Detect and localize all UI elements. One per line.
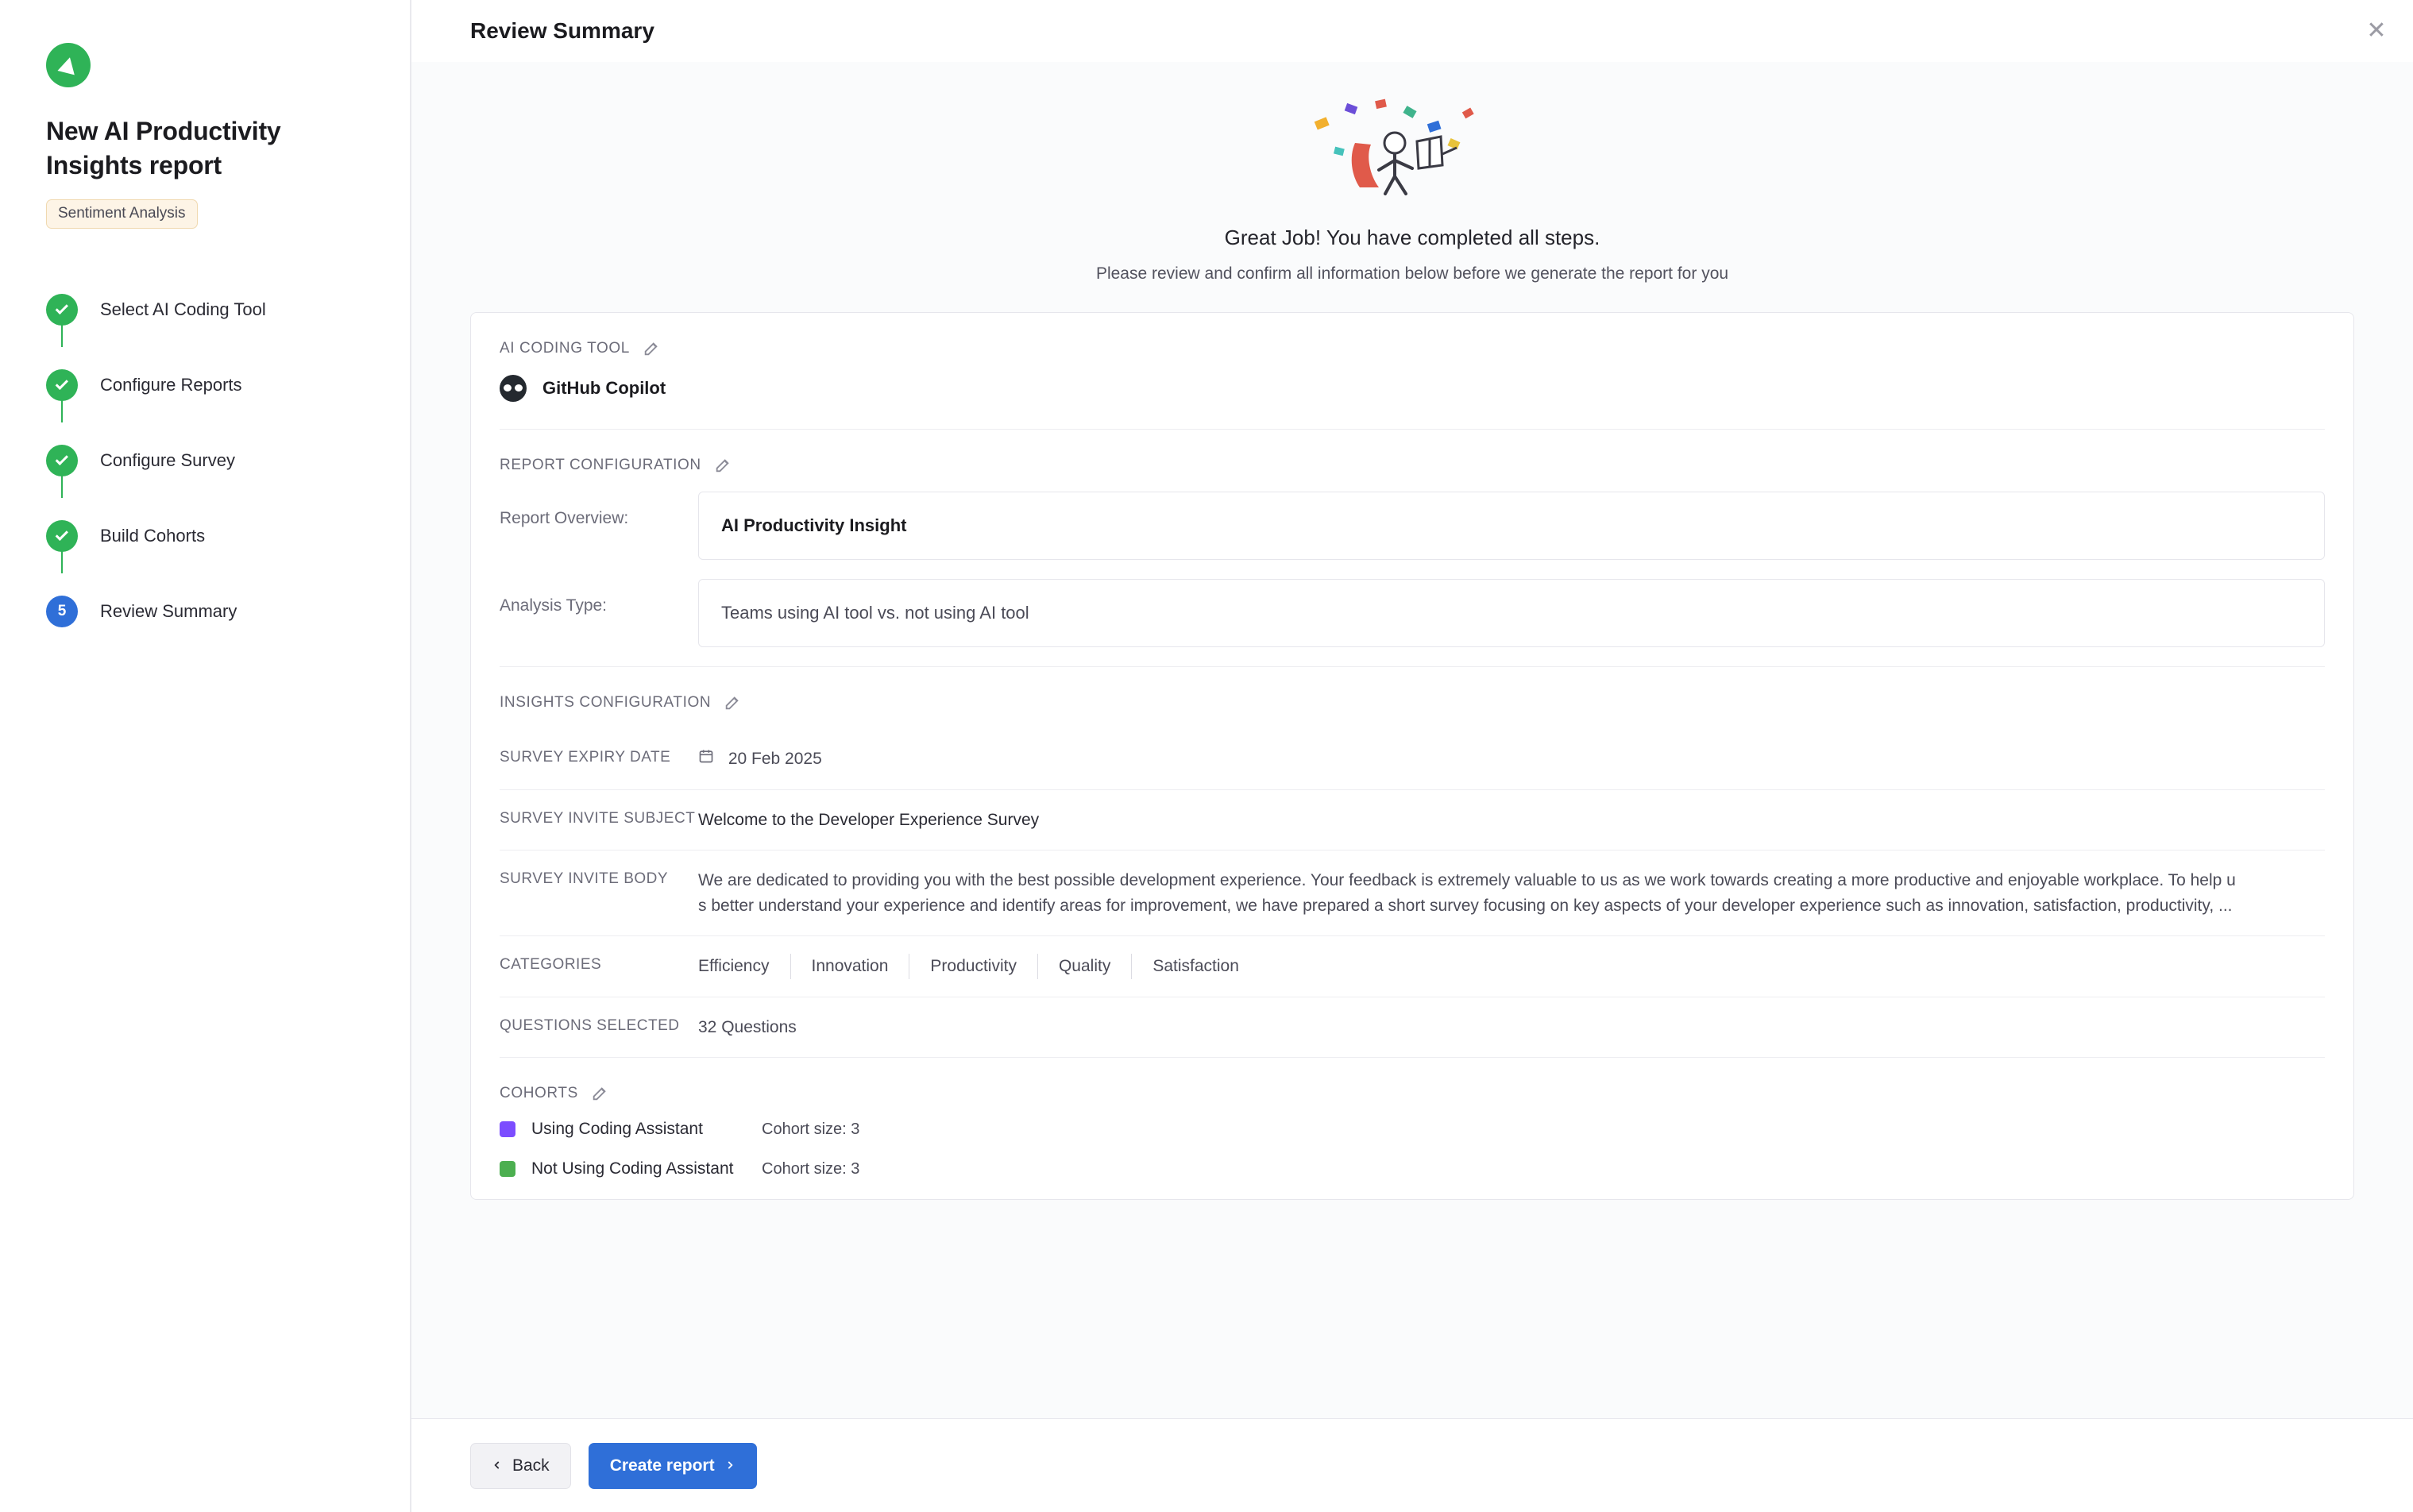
step-number-badge: 5 (46, 596, 78, 627)
pencil-icon[interactable] (591, 1085, 608, 1102)
list-item (500, 1159, 2325, 1178)
hero-section (470, 62, 2354, 284)
main-content (411, 0, 2413, 1512)
analysis-type-row (500, 579, 2325, 647)
category-item: Quality (1038, 954, 1132, 979)
stepper (46, 272, 364, 649)
section-title: COHORTS (500, 1085, 578, 1101)
close-icon[interactable]: ✕ (2366, 17, 2387, 44)
back-button-label: Back (512, 1456, 550, 1475)
category-item: Efficiency (698, 954, 791, 979)
questions-selected-row (500, 997, 2325, 1059)
survey-invite-body-label: SURVEY INVITE BODY (500, 870, 669, 887)
survey-expiry-date-text: 20 Feb 2025 (728, 750, 822, 768)
survey-invite-body-line-2: s better understand your experience and identify areas for improvement, we have prepared a short survey focusing on key aspects of your developer experience such as innovation, satisfaction, productivity, ... (698, 896, 2233, 915)
survey-expiry-date-value (698, 746, 2325, 772)
sidebar-item-review-summary[interactable] (46, 573, 364, 649)
pencil-icon[interactable] (724, 694, 741, 712)
report-overview-value: AI Productivity Insight (698, 492, 2325, 560)
questions-selected-value: 32 Questions (698, 1017, 797, 1036)
back-button[interactable] (470, 1443, 571, 1489)
questions-selected-label: QUESTIONS SELECTED (500, 1016, 680, 1034)
calendar-icon (698, 750, 719, 768)
step-status-icon (46, 445, 78, 476)
survey-invite-subject-value: Welcome to the Developer Experience Survey (698, 810, 1040, 829)
report-title: New AI Productivity Insights report (46, 117, 281, 179)
step-status-icon (46, 294, 78, 326)
survey-expiry-date-row (500, 729, 2325, 790)
analysis-type-value: Teams using AI tool vs. not using AI tool (698, 579, 2325, 647)
status-badge: Sentiment Analysis (46, 199, 198, 229)
github-copilot-icon (500, 375, 527, 402)
ai-coding-tool-row (500, 375, 2325, 430)
list-item (500, 1120, 2325, 1139)
step-label: Select AI Coding Tool (100, 299, 266, 319)
hero-title: Great Job! You have completed all steps. (1224, 226, 1600, 249)
report-overview-row (500, 492, 2325, 560)
step-status-icon (46, 369, 78, 401)
ai-coding-tool-name: GitHub Copilot (542, 378, 666, 398)
footer-actions (411, 1418, 2413, 1512)
sidebar-item-configure-survey[interactable] (46, 422, 364, 498)
celebration-illustration (1293, 98, 1531, 203)
section-insights-configuration-header (500, 667, 2325, 729)
page-title: Review Summary (470, 18, 654, 43)
category-item: Productivity (909, 954, 1038, 979)
cohort-size: Cohort size: 3 (762, 1120, 860, 1138)
analysis-type-label: Analysis Type: (500, 596, 608, 615)
summary-card (470, 312, 2354, 1200)
sidebar-item-build-cohorts[interactable] (46, 498, 364, 573)
categories-row (500, 936, 2325, 997)
section-ai-coding-tool-header (500, 313, 2325, 375)
step-label: Build Cohorts (100, 525, 206, 546)
chevron-left-icon (492, 1456, 503, 1475)
section-title: AI CODING TOOL (500, 340, 630, 357)
cohort-color-swatch (500, 1161, 515, 1177)
cohort-name: Not Using Coding Assistant (531, 1159, 734, 1178)
category-item: Satisfaction (1152, 957, 1239, 975)
step-status-icon (46, 520, 78, 552)
cohort-color-swatch (500, 1121, 515, 1137)
categories-list (698, 954, 2325, 979)
survey-invite-subject-label: SURVEY INVITE SUBJECT (500, 809, 696, 827)
hero-subtitle: Please review and confirm all information below before we generate the report for you (1095, 264, 1729, 283)
sidebar-item-select-ai-coding-tool[interactable] (46, 272, 364, 347)
create-report-button[interactable] (589, 1443, 757, 1489)
survey-invite-subject-row (500, 790, 2325, 851)
pencil-icon[interactable] (643, 340, 660, 357)
cohort-name: Using Coding Assistant (531, 1120, 703, 1138)
survey-invite-body-line-1: We are dedicated to providing you with the best possible development experience. Your feedback is extremely valuable to us as we work towards creating a more productive and enjoyable workplace. To help u (698, 871, 2236, 889)
step-label: Configure Reports (100, 374, 242, 395)
main-body (411, 62, 2413, 1418)
sidebar (0, 0, 411, 1512)
create-report-button-label: Create report (609, 1456, 715, 1475)
sidebar-item-configure-reports[interactable] (46, 347, 364, 422)
pencil-icon[interactable] (714, 457, 732, 474)
section-title: REPORT CONFIGURATION (500, 457, 701, 473)
chevron-right-icon (724, 1456, 735, 1475)
cohort-size: Cohort size: 3 (762, 1159, 860, 1178)
step-label: Configure Survey (100, 449, 235, 470)
survey-invite-body-value (698, 868, 2325, 918)
section-cohorts-header (500, 1058, 2325, 1120)
main-header (411, 0, 2413, 62)
section-report-configuration-header (500, 430, 2325, 492)
report-overview-label: Report Overview: (500, 509, 629, 527)
brand-logo-icon (46, 43, 91, 87)
step-label: Review Summary (100, 600, 237, 621)
section-title: INSIGHTS CONFIGURATION (500, 694, 712, 711)
category-item: Innovation (791, 954, 910, 979)
categories-label: CATEGORIES (500, 956, 602, 973)
survey-expiry-date-label: SURVEY EXPIRY DATE (500, 749, 671, 766)
survey-invite-body-row (500, 850, 2325, 936)
